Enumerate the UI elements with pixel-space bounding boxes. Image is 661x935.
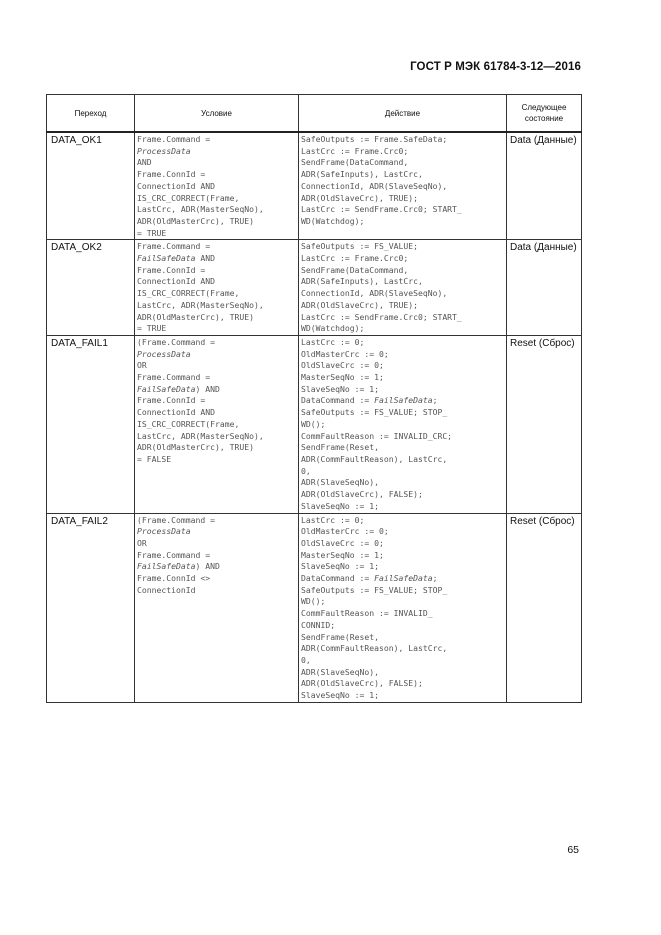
code-text: ADR(OldSlaveCrc), FALSE); bbox=[301, 678, 423, 689]
action-line bbox=[301, 442, 504, 454]
action-line bbox=[301, 384, 504, 396]
code-text: ConnectionId bbox=[137, 584, 196, 595]
italic-term: FailSafeData bbox=[374, 395, 433, 406]
next-state-cell: Data (Данные) bbox=[507, 240, 582, 336]
action-line bbox=[301, 337, 504, 349]
action-line bbox=[301, 431, 504, 443]
code-text: LastCrc := Frame.Crc0; bbox=[301, 145, 409, 156]
action-line bbox=[301, 216, 504, 228]
column-header-transition: Переход bbox=[47, 95, 135, 133]
code-text: ConnectionId AND bbox=[137, 180, 215, 191]
condition-cell bbox=[135, 240, 299, 336]
action-line bbox=[301, 253, 504, 265]
code-text: WD(Watchdog); bbox=[301, 323, 365, 334]
condition-cell bbox=[135, 513, 299, 702]
code-text: Frame.Command = bbox=[137, 549, 211, 560]
code-text: Frame.ConnId = bbox=[137, 169, 206, 180]
action-line bbox=[301, 501, 504, 513]
code-text: Frame.ConnId = bbox=[137, 264, 206, 275]
code-text: ADR(OldMasterCrc), TRUE) bbox=[137, 442, 254, 453]
code-text: ; bbox=[432, 573, 438, 584]
condition-cell bbox=[135, 132, 299, 240]
condition-line bbox=[137, 515, 296, 527]
code-text: (Frame.Command = bbox=[137, 336, 215, 347]
condition-line bbox=[137, 573, 296, 585]
code-text: ADR(CommFaultReason), LastCrc, bbox=[301, 453, 448, 464]
transition-cell: DATA_OK1 bbox=[47, 132, 135, 240]
transition-cell: DATA_FAIL2 bbox=[47, 513, 135, 702]
document-header: ГОСТ Р МЭК 61784-3-12—2016 bbox=[410, 61, 581, 73]
action-line bbox=[301, 655, 504, 667]
condition-line bbox=[137, 157, 296, 169]
action-line bbox=[301, 489, 504, 501]
table-header bbox=[47, 95, 582, 133]
code-text: IS_CRC_CORRECT(Frame, bbox=[137, 288, 240, 299]
code-text: LastCrc, ADR(MasterSeqNo), bbox=[137, 299, 264, 310]
action-line bbox=[301, 596, 504, 608]
code-text: OldMasterCrc := 0; bbox=[301, 348, 389, 359]
condition-line bbox=[137, 454, 296, 466]
code-text: SendFrame(Reset, bbox=[301, 631, 379, 642]
condition-line bbox=[137, 431, 296, 443]
code-text: SendFrame(DataCommand, bbox=[301, 264, 409, 275]
table-row bbox=[47, 240, 582, 336]
condition-line bbox=[137, 300, 296, 312]
action-line bbox=[301, 157, 504, 169]
code-text: 0, bbox=[301, 654, 311, 665]
italic-term: ProcessData bbox=[137, 526, 191, 537]
code-text: AND bbox=[137, 157, 152, 168]
condition-line bbox=[137, 561, 296, 573]
code-text: Frame.Command = bbox=[137, 241, 211, 252]
action-line bbox=[301, 134, 504, 146]
action-line bbox=[301, 146, 504, 158]
table-row bbox=[47, 132, 582, 240]
condition-line bbox=[137, 360, 296, 372]
code-text: (Frame.Command = bbox=[137, 514, 215, 525]
code-text: ADR(OldSlaveCrc), TRUE); bbox=[301, 299, 418, 310]
code-text: ConnectionId, ADR(SlaveSeqNo), bbox=[301, 180, 448, 191]
code-text: WD(Watchdog); bbox=[301, 215, 365, 226]
code-text: SlaveSeqNo := 1; bbox=[301, 561, 379, 572]
action-line bbox=[301, 276, 504, 288]
code-text: Frame.ConnId <> bbox=[137, 573, 211, 584]
condition-line bbox=[137, 538, 296, 550]
action-line bbox=[301, 690, 504, 702]
code-text: LastCrc := Frame.Crc0; bbox=[301, 253, 409, 264]
code-text: SendFrame(Reset, bbox=[301, 442, 379, 453]
action-line bbox=[301, 300, 504, 312]
action-line bbox=[301, 288, 504, 300]
code-text: = TRUE bbox=[137, 323, 167, 334]
condition-line bbox=[137, 312, 296, 324]
condition-line bbox=[137, 146, 296, 158]
italic-term: ProcessData bbox=[137, 145, 191, 156]
code-text: LastCrc := SendFrame.Crc0; START_ bbox=[301, 204, 462, 215]
condition-line bbox=[137, 276, 296, 288]
condition-cell bbox=[135, 335, 299, 513]
code-text: SafeOutputs := FS_VALUE; STOP_ bbox=[301, 584, 448, 595]
column-header-next-state: Следующее состояние bbox=[507, 95, 582, 133]
page-number: 65 bbox=[567, 844, 579, 856]
condition-line bbox=[137, 442, 296, 454]
transition-cell: DATA_OK2 bbox=[47, 240, 135, 336]
code-text: ) AND bbox=[195, 383, 220, 394]
condition-line bbox=[137, 395, 296, 407]
code-text: DataCommand := bbox=[301, 573, 375, 584]
code-text: Frame.Command = bbox=[137, 134, 211, 144]
condition-line bbox=[137, 253, 296, 265]
action-line bbox=[301, 419, 504, 431]
condition-line bbox=[137, 216, 296, 228]
action-line bbox=[301, 454, 504, 466]
code-text: OR bbox=[137, 360, 147, 371]
code-text: ConnectionId AND bbox=[137, 276, 215, 287]
code-text: ADR(SafeInputs), LastCrc, bbox=[301, 276, 423, 287]
italic-term: FailSafeData bbox=[374, 573, 433, 584]
code-text: ConnectionId AND bbox=[137, 407, 215, 418]
condition-line bbox=[137, 288, 296, 300]
code-text: SlaveSeqNo := 1; bbox=[301, 500, 379, 511]
code-text: ; bbox=[432, 395, 438, 406]
code-text: IS_CRC_CORRECT(Frame, bbox=[137, 418, 240, 429]
code-text: ) AND bbox=[195, 561, 220, 572]
code-text: = FALSE bbox=[137, 453, 172, 464]
code-text: LastCrc, ADR(MasterSeqNo), bbox=[137, 204, 264, 215]
condition-line bbox=[137, 372, 296, 384]
condition-line bbox=[137, 241, 296, 253]
code-text: Frame.ConnId = bbox=[137, 395, 206, 406]
code-text: AND bbox=[195, 253, 215, 264]
code-text: DataCommand := bbox=[301, 395, 375, 406]
code-text: SlaveSeqNo := 1; bbox=[301, 690, 379, 701]
action-line bbox=[301, 181, 504, 193]
code-text: 0, bbox=[301, 465, 311, 476]
next-state-cell: Data (Данные) bbox=[507, 132, 582, 240]
state-transition-table bbox=[46, 94, 582, 703]
code-text: WD(); bbox=[301, 596, 326, 607]
code-text: OldSlaveCrc := 0; bbox=[301, 537, 384, 548]
code-text: LastCrc := SendFrame.Crc0; START_ bbox=[301, 311, 462, 322]
code-text: SafeOutputs := FS_VALUE; STOP_ bbox=[301, 407, 448, 418]
next-state-cell: Reset (Сброс) bbox=[507, 335, 582, 513]
action-line bbox=[301, 515, 504, 527]
condition-line bbox=[137, 181, 296, 193]
code-text: ADR(SlaveSeqNo), bbox=[301, 666, 379, 677]
action-line bbox=[301, 395, 504, 407]
condition-line bbox=[137, 526, 296, 538]
condition-line bbox=[137, 349, 296, 361]
code-text: LastCrc := 0; bbox=[301, 514, 365, 525]
code-text: ADR(OldSlaveCrc), TRUE); bbox=[301, 192, 418, 203]
code-text: OR bbox=[137, 537, 147, 548]
code-text: IS_CRC_CORRECT(Frame, bbox=[137, 192, 240, 203]
code-text: = TRUE bbox=[137, 227, 167, 238]
action-line bbox=[301, 241, 504, 253]
action-line bbox=[301, 550, 504, 562]
code-text: CommFaultReason := INVALID_CRC; bbox=[301, 430, 453, 441]
column-header-condition: Условие bbox=[135, 95, 299, 133]
action-line bbox=[301, 265, 504, 277]
code-text: CONNID; bbox=[301, 619, 336, 630]
code-text: SafeOutputs := Frame.SafeData; bbox=[301, 134, 448, 144]
code-text: ADR(OldSlaveCrc), FALSE); bbox=[301, 489, 423, 500]
table-row bbox=[47, 513, 582, 702]
action-line bbox=[301, 608, 504, 620]
action-line bbox=[301, 169, 504, 181]
code-text: WD(); bbox=[301, 418, 326, 429]
transition-cell: DATA_FAIL1 bbox=[47, 335, 135, 513]
action-line bbox=[301, 643, 504, 655]
code-text: SafeOutputs := FS_VALUE; bbox=[301, 241, 418, 252]
action-line bbox=[301, 667, 504, 679]
code-text: Frame.Command = bbox=[137, 372, 211, 383]
action-line bbox=[301, 561, 504, 573]
condition-line bbox=[137, 204, 296, 216]
italic-term: FailSafeData bbox=[137, 383, 196, 394]
condition-line bbox=[137, 384, 296, 396]
condition-line bbox=[137, 323, 296, 335]
condition-line bbox=[137, 419, 296, 431]
action-line bbox=[301, 538, 504, 550]
action-line bbox=[301, 323, 504, 335]
code-text: SendFrame(DataCommand, bbox=[301, 157, 409, 168]
condition-line bbox=[137, 134, 296, 146]
action-line bbox=[301, 678, 504, 690]
code-text: ConnectionId, ADR(SlaveSeqNo), bbox=[301, 288, 448, 299]
condition-line bbox=[137, 407, 296, 419]
code-text: OldMasterCrc := 0; bbox=[301, 526, 389, 537]
code-text: MasterSeqNo := 1; bbox=[301, 549, 384, 560]
condition-line bbox=[137, 193, 296, 205]
code-text: ADR(OldMasterCrc), TRUE) bbox=[137, 215, 254, 226]
condition-line bbox=[137, 169, 296, 181]
italic-term: ProcessData bbox=[137, 348, 191, 359]
action-line bbox=[301, 204, 504, 216]
action-line bbox=[301, 312, 504, 324]
action-cell bbox=[299, 513, 507, 702]
table-row bbox=[47, 335, 582, 513]
code-text: ADR(SafeInputs), LastCrc, bbox=[301, 169, 423, 180]
code-text: ADR(SlaveSeqNo), bbox=[301, 477, 379, 488]
condition-line bbox=[137, 337, 296, 349]
action-line bbox=[301, 620, 504, 632]
italic-term: FailSafeData bbox=[137, 561, 196, 572]
action-line bbox=[301, 193, 504, 205]
code-text: SlaveSeqNo := 1; bbox=[301, 383, 379, 394]
condition-line bbox=[137, 228, 296, 240]
action-line bbox=[301, 349, 504, 361]
action-line bbox=[301, 372, 504, 384]
action-cell bbox=[299, 335, 507, 513]
code-text: ADR(OldMasterCrc), TRUE) bbox=[137, 311, 254, 322]
condition-line bbox=[137, 550, 296, 562]
condition-line bbox=[137, 265, 296, 277]
code-text: LastCrc, ADR(MasterSeqNo), bbox=[137, 430, 264, 441]
code-text: ADR(CommFaultReason), LastCrc, bbox=[301, 643, 448, 654]
next-state-cell: Reset (Сброс) bbox=[507, 513, 582, 702]
action-line bbox=[301, 466, 504, 478]
action-cell bbox=[299, 132, 507, 240]
action-line bbox=[301, 477, 504, 489]
action-line bbox=[301, 585, 504, 597]
column-header-action: Действие bbox=[299, 95, 507, 133]
code-text: OldSlaveCrc := 0; bbox=[301, 360, 384, 371]
code-text: MasterSeqNo := 1; bbox=[301, 372, 384, 383]
action-line bbox=[301, 526, 504, 538]
action-cell bbox=[299, 240, 507, 336]
action-line bbox=[301, 632, 504, 644]
condition-line bbox=[137, 585, 296, 597]
table-body bbox=[47, 132, 582, 702]
action-line bbox=[301, 360, 504, 372]
action-line bbox=[301, 573, 504, 585]
code-text: CommFaultReason := INVALID_ bbox=[301, 608, 433, 619]
action-line bbox=[301, 407, 504, 419]
italic-term: FailSafeData bbox=[137, 253, 196, 264]
code-text: LastCrc := 0; bbox=[301, 336, 365, 347]
